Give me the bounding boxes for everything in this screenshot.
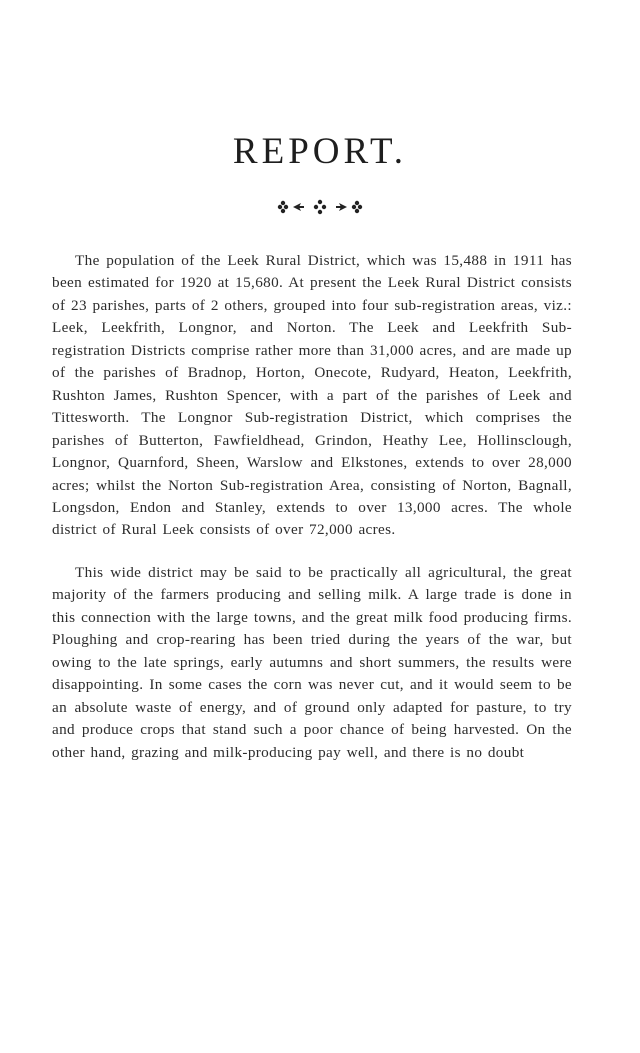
decorative-ornament-icon: [277, 196, 363, 218]
paragraph-agriculture: This wide district may be said to be practically all agricultural, the great majority of the farmers producing and selling milk. A large trade is done in this connection with the large towns, and the great milk food producing firms. Ploughing and crop-rearing has been tried during the years of the war, but owing to the late springs, early autumns and short summers, the results were disappointing. In some cases the corn was never cut, and it would seem to be an absolute waste of energy, and of ground only adapted for pasture, to try and produce crops that stand such a poor chance of being harvested. On the other hand, grazing and milk-producing pay well, and there is no doubt: [52, 563, 572, 761]
report-title: REPORT.: [232, 131, 408, 172]
report-body: [52, 250, 572, 764]
paragraph-population: The population of the Leek Rural District, which was 15,488 in 1911 has been estimated for 1920 at 15,680. At present the Leek Rural District consists of 23 parishes, parts of 2 others, grouped into four sub-registration areas, viz.: Leek, Leekfrith, Longnor, and Norton. The Leek and Leekfrith Sub-registration Districts comprise rather more than 31,000 acres, and are made up of the parishes of Bradnop, Horton, Onecote, Rudyard, Heaton, Leekfrith, Rushton James, Rushton Spencer, with a part of the parishes of Leek and Tittesworth. The Longnor Sub-registration District, which comprises the parishes of Butterton, Fawfieldhead, Grindon, Heathy Lee, Hollinsclough, Longnor, Quarnford, Sheen, Warslow and Elkstones, extends to over 28,000 acres; whilst the Norton Sub-registration Area, consisting of Norton, Bagnall, Longsdon, Endon and Stanley, extends to over 13,000 acres. The whole district of Rural Leek consists of over 72,000 acres.: [52, 252, 572, 539]
